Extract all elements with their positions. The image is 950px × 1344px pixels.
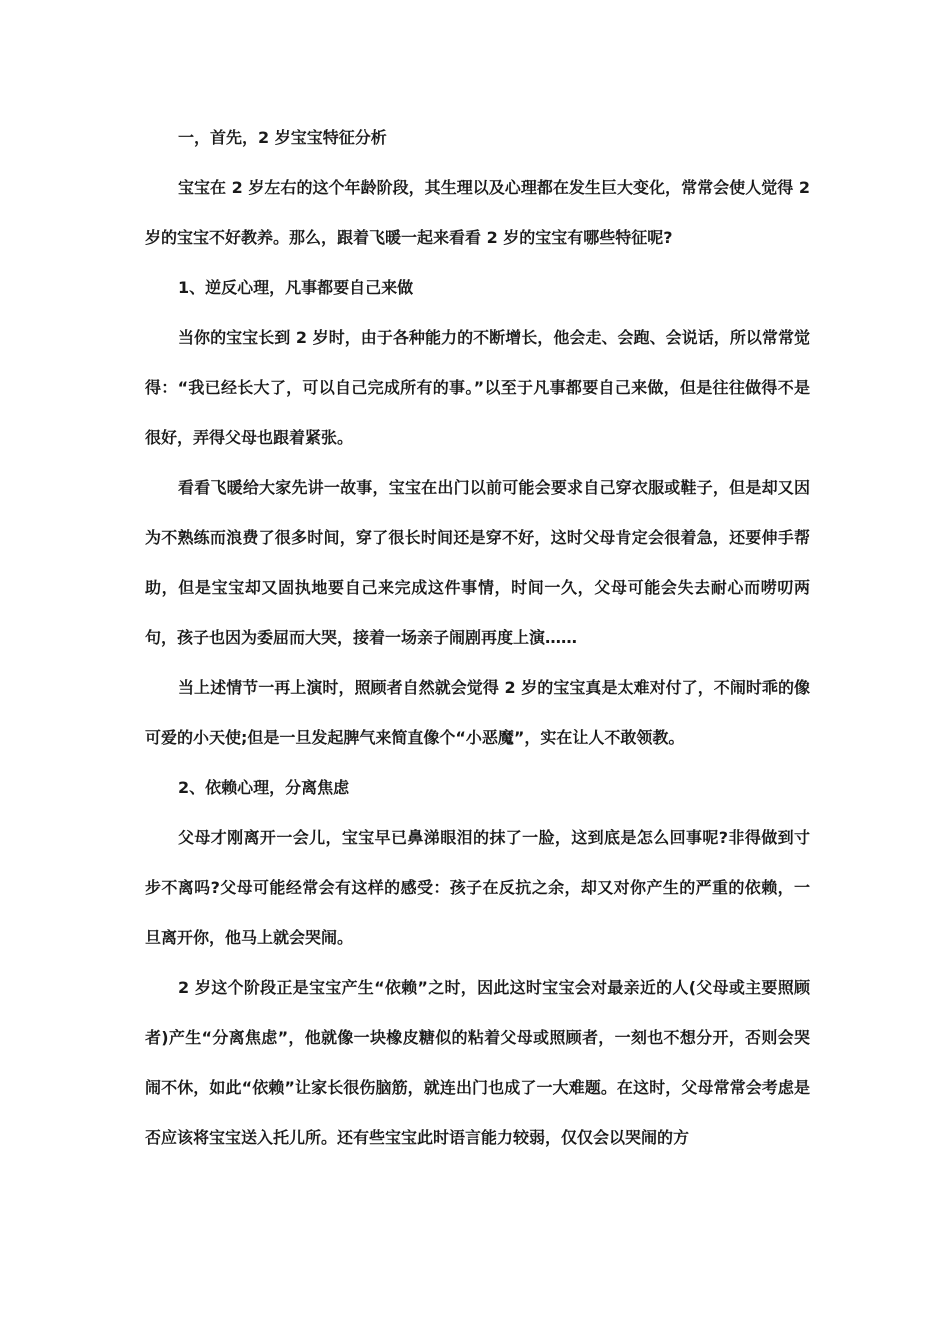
point1-paragraph-2: 看看飞暖给大家先讲一故事，宝宝在出门以前可能会要求自己穿衣服或鞋子，但是却又因为不熟练而浪费了很多时间，穿了很长时间还是穿不好，这时父母肯定会很着急，还要伸手帮助，但是宝宝却又固执地要自己来完成这件事情，时间一久，父母可能会失去耐心而唠叨两句，孩子也因为委屈而大哭，接着一场亲子闹剧再度上演…… [145, 478, 810, 647]
article-body [145, 113, 810, 1163]
intro-paragraph: 宝宝在 2 岁左右的这个年龄阶段，其生理以及心理都在发生巨大变化，常常会使人觉得 2 岁的宝宝不好教养。那么，跟着飞暖一起来看看 2 岁的宝宝有哪些特征呢? [145, 178, 810, 247]
point1-paragraph-3: 当上述情节一再上演时，照顾者自然就会觉得 2 岁的宝宝真是太难对付了，不闹时乖的像可爱的小天使;但是一旦发起脾气来简直像个“小恶魔”，实在让人不敢领教。 [145, 678, 810, 747]
point2-title: 2、依赖心理，分离焦虑 [178, 778, 350, 797]
point2-paragraph-1: 父母才刚离开一会儿，宝宝早已鼻涕眼泪的抹了一脸，这到底是怎么回事呢?非得做到寸步不离吗?父母可能经常会有这样的感受：孩子在反抗之余，却又对你产生的严重的依赖，一旦离开你，他马上就会哭闹。 [145, 828, 810, 947]
point1-title: 1、逆反心理，凡事都要自己来做 [178, 278, 414, 297]
point1-paragraph-1: 当你的宝宝长到 2 岁时，由于各种能力的不断增长，他会走、会跑、会说话，所以常常觉得：“我已经长大了，可以自己完成所有的事。”以至于凡事都要自己来做，但是往往做得不是很好，弄得父母也跟着紧张。 [145, 328, 810, 447]
point2-paragraph-2: 2 岁这个阶段正是宝宝产生“依赖”之时，因此这时宝宝会对最亲近的人(父母或主要照顾者)产生“分离焦虑”，他就像一块橡皮糖似的粘着父母或照顾者，一刻也不想分开，否则会哭闹不休，如此“依赖”让家长很伤脑筋，就连出门也成了一大难题。在这时，父母常常会考虑是否应该将宝宝送入托儿所。还有些宝宝此时语言能力较弱，仅仅会以哭闹的方 [145, 978, 810, 1147]
section-title: 一，首先，2 岁宝宝特征分析 [178, 128, 387, 147]
